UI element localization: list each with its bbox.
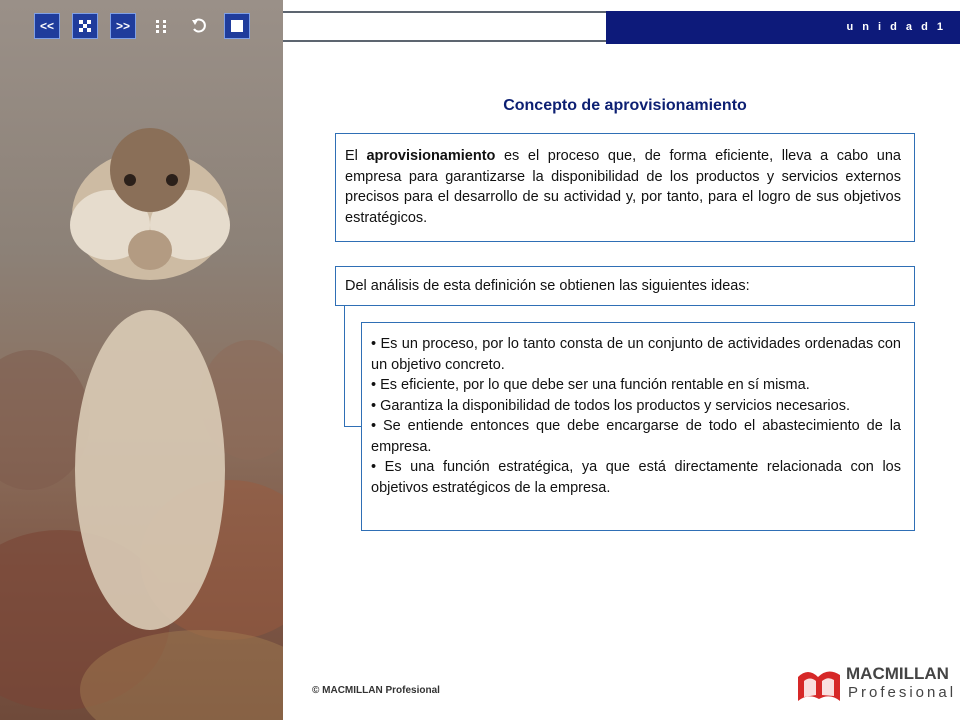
idea-item: • Garantiza la disponibilidad de todos los productos y servicios necesarios. <box>371 397 850 414</box>
intro-box <box>335 266 915 306</box>
chipmunk-illustration <box>0 0 283 720</box>
list-icon <box>154 18 168 34</box>
ideas-box <box>361 322 915 531</box>
definition-pre: El <box>345 148 367 164</box>
chipmunk-photo <box>0 0 283 720</box>
previous-label: << <box>39 19 54 33</box>
intro-text: Del análisis de esta definición se obtienen las siguientes ideas: <box>345 278 750 294</box>
menu-button[interactable] <box>72 13 98 39</box>
macmillan-m-icon <box>796 663 842 703</box>
page-title: Concepto de aprovisionamiento <box>503 97 747 114</box>
next-label: >> <box>115 19 130 33</box>
next-button[interactable] <box>110 13 136 39</box>
logo-brand: MACMILLAN <box>846 664 949 683</box>
connector-line <box>344 306 362 427</box>
undo-icon <box>190 17 208 35</box>
idea-item: • Es una función estratégica, ya que está directamente relacionada con los objetivos estratégicos de la empresa. <box>371 459 901 496</box>
list-button[interactable] <box>148 13 174 39</box>
logo-sub: Profesional <box>848 684 957 701</box>
definition-post: es el proceso que, de forma eficiente, lleva a cabo una empresa para garantizarse la disponibilidad de los productos y servicios externos precisos para el desarrollo de su actividad y, por tanto, para el logro de sus objetivos estratégicos. <box>345 148 901 226</box>
grid-dots-icon <box>78 19 92 33</box>
definition-box <box>335 133 915 242</box>
copyright: © MACMILLAN Profesional <box>312 685 440 696</box>
macmillan-logo <box>796 660 957 706</box>
idea-item: • Se entiende entonces que debe encargarse de todo el abastecimiento de la empresa. <box>371 418 901 455</box>
previous-button[interactable] <box>34 13 60 39</box>
exit-button[interactable] <box>224 13 250 39</box>
definition-term: aprovisionamiento <box>366 148 496 164</box>
stop-icon <box>231 20 243 32</box>
header-bar <box>283 11 960 44</box>
back-button[interactable] <box>186 13 212 39</box>
header-divider <box>283 11 606 42</box>
idea-item: • Es eficiente, por lo que debe ser una función rentable en sí misma. <box>371 377 810 393</box>
idea-item: • Es un proceso, por lo tanto consta de un conjunto de actividades ordenadas con un objetivo concreto. <box>371 336 901 373</box>
unit-banner <box>606 11 960 44</box>
unit-label: u n i d a d 1 <box>846 21 946 33</box>
